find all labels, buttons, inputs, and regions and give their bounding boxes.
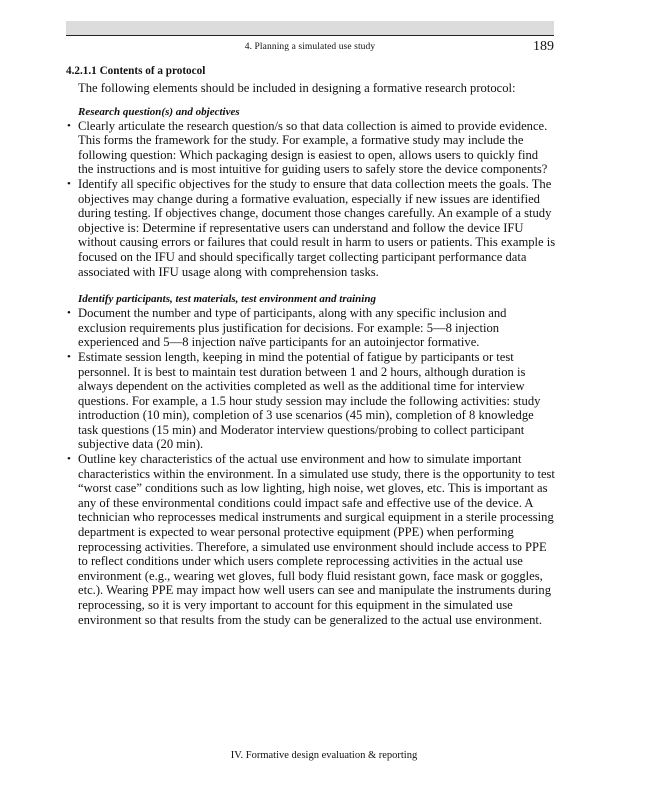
intro-paragraph: The following elements should be included in designing a formative research protocol: [78, 81, 516, 95]
list-item-text: Identify all specific objectives for the study to ensure that data collection meets the goals. The objectives may change during a formative evaluation, especially if new issues are identified during testing. If objectives change, document those changes carefully. An example of a study objective is: Determine if representative users can understand and follow the device IFU without causing errors or failures that could result in harm to users or patients. This example is focused on the IFU and should specifically target collecting participant performance data associated with IFU usage along with comprehension tasks. [78, 176, 556, 279]
list-item-text: Clearly articulate the research question/s so that data collection is aimed to provide evidence. This forms the framework for the study. For example, a formative study may include the following question: Which packaging design is easiest to open, allows users to quickly find the instructions and is most intuitive for guiding users to safely store the device components? [78, 118, 548, 177]
page-footer: IV. Formative design evaluation & reporting [230, 750, 418, 761]
list-item-text: Document the number and type of participants, along with any specific inclusion and exclusion requirements plus justification for decisions. For example: 5—8 injection experienced and 5—8 injection naïve participants for an autoinjector formative. [78, 306, 507, 350]
header-bar [66, 21, 554, 35]
participants-bullet-list [66, 306, 556, 627]
list-item [66, 452, 556, 627]
page-number: 189 [533, 39, 554, 54]
list-item-text: Outline key characteristics of the actual use environment and how to simulate important characteristics within the environment. In a simulated use study, there is the opportunity to test “worst case” conditions such as low lighting, high noise, wet gloves, etc. This is important as any of these environmental conditions could impact safe and effective use of the device. A technician who reprocesses medical instruments and surgical equipment in a sterile processing department is expected to wear personal protective equipment (PPE) when performing reprocessing activities. Therefore, a simulated use environment should include access to PPE to reflect conditions under which users complete reprocessing activities in the actual use environment (e.g., wearing wet gloves, full body fluid resistant gown, face mask or goggles, etc.). Wearing PPE may impact how well users can see and manipulate the instruments during reprocessing, so it is very important to account for this equipment in the simulated use environment so that results from the study can be generalized to the actual use environment. [78, 452, 555, 627]
bullet-icon: • [67, 307, 71, 320]
subheading-participants: Identify participants, test materials, test environment and training [78, 293, 376, 306]
bullet-icon: • [67, 177, 71, 190]
running-head [66, 40, 554, 56]
bullet-icon: • [67, 119, 71, 132]
research-bullet-list [66, 119, 556, 280]
subheading-research: Research question(s) and objectives [78, 105, 240, 118]
list-item-text: Estimate session length, keeping in mind the potential of fatigue by participants or test personnel. It is best to maintain test duration between 1 and 2 hours, although duration is always dependent on the activities completed as well as the additional time for interview questions. For example, a 1.5 hour study session may include the following activities: study introduction (10 min), completion of 3 use scenarios (45 min), completion of 8 knowledge task questions (15 min) and Moderator interview questions/probing to collect participant subjective data (20 min). [78, 349, 541, 452]
list-item [66, 350, 556, 452]
section-heading: 4.2.1.1 Contents of a protocol [66, 65, 206, 77]
bullet-icon: • [67, 453, 71, 466]
list-item [66, 119, 556, 177]
page-content [66, 64, 556, 641]
header-rule [66, 35, 554, 36]
bullet-icon: • [67, 350, 71, 363]
list-item [66, 177, 556, 279]
running-title: 4. Planning a simulated use study [244, 42, 376, 52]
list-item [66, 306, 556, 350]
